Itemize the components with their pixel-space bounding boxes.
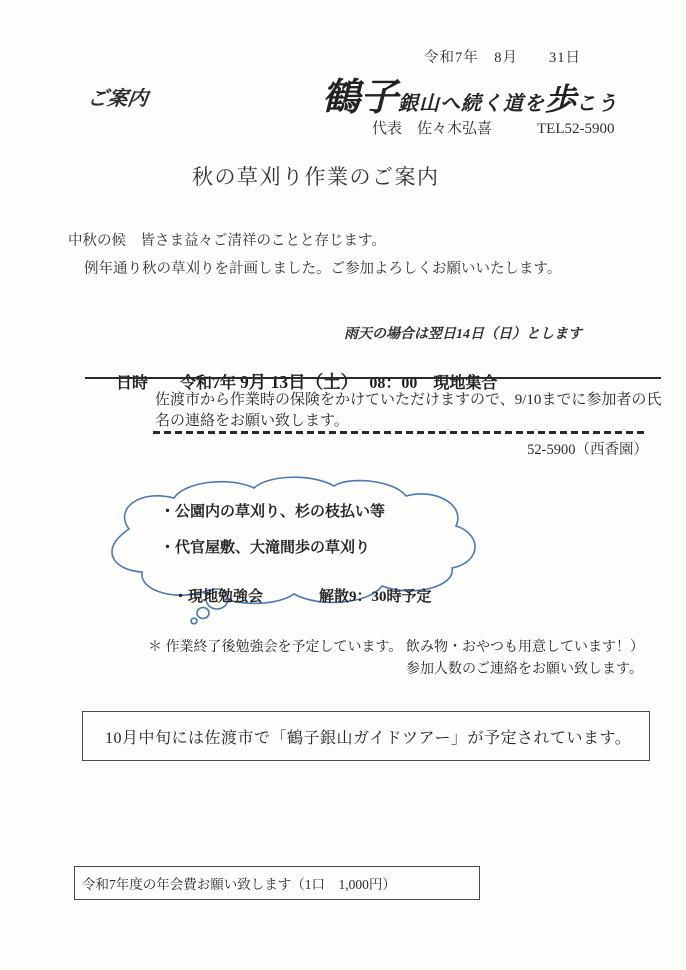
org-title-part3: 歩 <box>545 82 577 118</box>
membership-fee-box <box>74 866 480 900</box>
issue-date: 令和7年 8月 31日 <box>424 50 581 66</box>
org-title-part4: こう <box>576 91 619 115</box>
membership-fee-text: 令和7年度の年会費お願い致します（1口 1,000円） <box>82 877 396 892</box>
headcount-note: 参加人数のご連絡をお願い致します。 <box>406 662 643 677</box>
greeting-line-1: 中秋の候 皆さま益々ご清祥のことと存じます。 <box>68 233 386 249</box>
datetime-time-place: 08：00 現地集合 <box>349 375 498 392</box>
greeting-line-2: 例年通り秋の草刈りを計画しました。ご参加よろしくお願いいたします。 <box>84 261 562 277</box>
guide-tour-box <box>82 711 650 761</box>
insurance-paragraph: 佐渡市から作業時の保険をかけていただけますので、9/10までに参加者の氏名の連絡をお願い致します。 <box>155 392 662 429</box>
datetime-date: 9月 13日（土） <box>240 372 350 392</box>
bubble-item-3-note: 解散9：30時予定 <box>319 589 432 605</box>
dashed-separator <box>153 431 647 434</box>
snacks-note: 飲み物・おやつも用意しています！） <box>406 640 644 655</box>
representative-line: 代表 佐々木弘喜 TEL52-5900 <box>372 121 615 137</box>
page-title: 秋の草刈り作業のご案内 <box>192 165 440 189</box>
annai-label: ご案内 <box>86 88 150 110</box>
organization-title <box>322 66 618 121</box>
bubble-item-1: ・公園内の草刈り、杉の枝払い等 <box>160 504 386 520</box>
org-title-part2: 銀山へ続く道を <box>398 91 546 115</box>
study-session-note: ＊ 作業終了後勉強会を予定しています。 <box>148 640 403 655</box>
guide-tour-text: 10月中旬には佐渡市で「鶴子銀山ガイドツアー」が予定されています。 <box>105 729 632 747</box>
rain-postponement-note: 雨天の場合は翌日14日（日）とします <box>344 327 582 342</box>
datetime-era: 令和7年 <box>180 375 241 392</box>
bubble-item-3 <box>158 568 432 623</box>
bubble-item-3-text: ・現地勉強会 <box>173 589 264 605</box>
org-title-part1: 鶴子 <box>322 74 399 119</box>
contact-phone: 52-5900（西香園） <box>527 442 648 458</box>
datetime-label: 日時 <box>116 375 149 392</box>
datetime-underline <box>85 377 661 379</box>
bubble-item-2: ・代官屋敷、大滝間歩の草刈り <box>160 540 371 556</box>
